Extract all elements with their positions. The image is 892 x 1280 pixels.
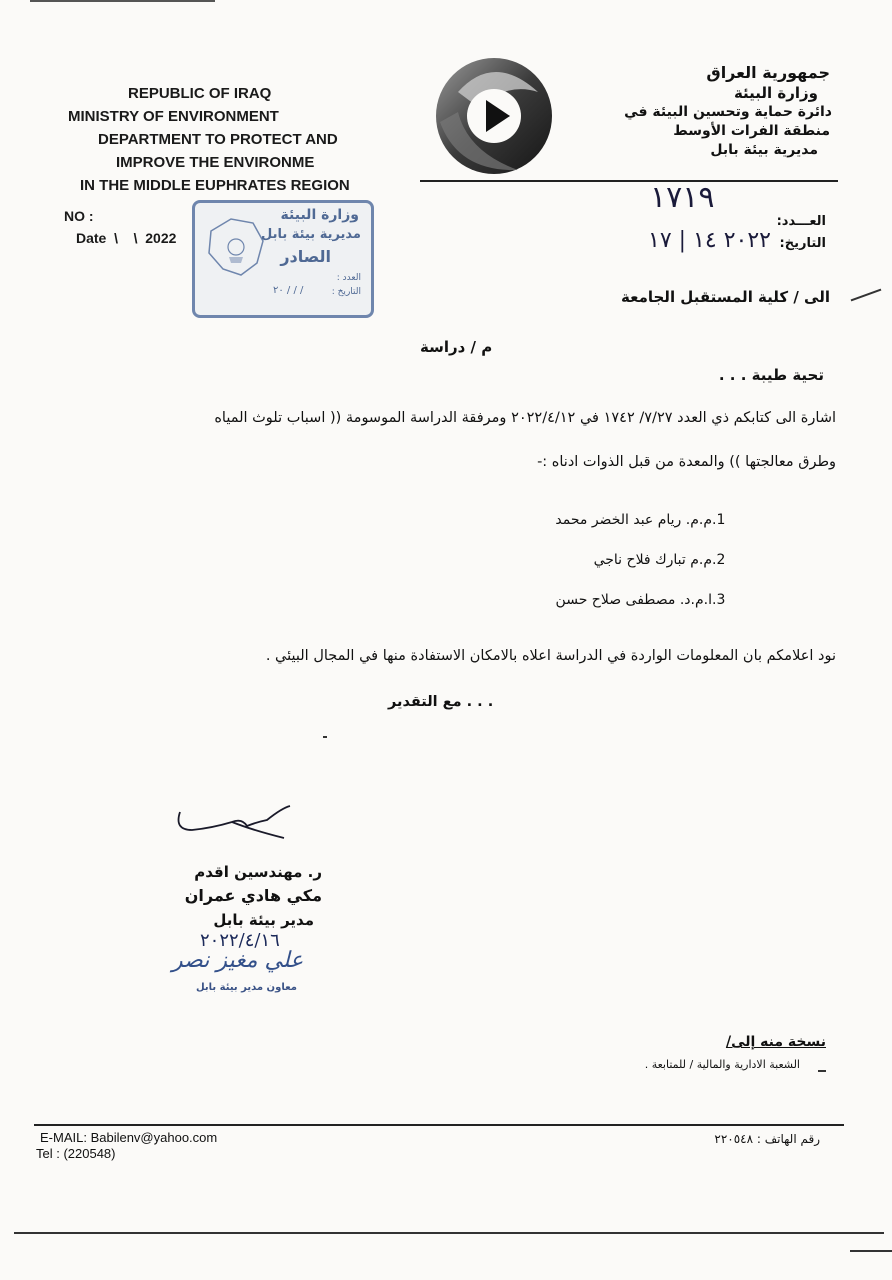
handwritten-name: علي مغيز نصر [172,948,304,973]
bottom-divider [14,1232,884,1234]
letterhead-en-line5: IN THE MIDDLE EUPHRATES REGION [80,177,350,194]
signature-scribble [172,800,302,864]
stamp-date-value: ٢٠ / / / [273,285,304,296]
subject: م / دراسة [420,338,493,356]
reference-number-label: العـــدد: [776,214,826,229]
copy-item: الشعبة الادارية والمالية / للمتابعة . [644,1058,800,1071]
header-divider [420,180,838,182]
copy-title: نسخة منه إلى/ [725,1034,826,1050]
list-item-name: م.م. ريام عبد الخضر محمد [555,512,712,528]
letterhead-ar-line3: دائرة حماية وتحسين البيئة في [624,104,832,120]
footer-email: E-MAIL: Babilenv@yahoo.com [40,1130,218,1145]
greeting: تحية طيبة . . . [718,366,824,384]
no-label: NO : [64,208,94,224]
body-line1: اشارة الى كتابكم ذي العدد ٧/٢٧/ ١٧٤٢ في ٢٠٢٢/٤/١٢ ومرفقة الدراسة الموسومة (( اسباب تلوث المياه [214,410,836,426]
signature-title: ر. مهندسين اقدم [194,863,322,881]
list-item-number: 3. [712,592,726,608]
list-item [555,512,752,528]
letterhead-en-line2: MINISTRY OF ENVIRONMENT [68,108,279,125]
handwritten-date: ٢٠٢٢/٤/١٦ [200,930,280,951]
reference-date-handwritten: ٢٠٢٢ ١٤ | ١٧ [648,228,771,253]
list-item-name: م.م تبارك فلاح ناجي [593,552,712,568]
letterhead-en-line1: REPUBLIC OF IRAQ [128,85,272,102]
regards: . . . مع التقدير [388,694,494,710]
letterhead-ar-line4: منطقة الفرات الأوسط [673,123,830,139]
stamp-line3: الصادر [280,247,331,266]
footer-tel: Tel : (220548) [36,1146,116,1161]
arabic-letterhead [624,62,832,160]
letterhead-ar-line2: وزارة البيئة [733,84,818,102]
stamp-line2: مديرية بيئة بابل [261,227,361,242]
recipient: الى / كلية المستقبل الجامعة [621,288,830,306]
closing-line: نود اعلامكم بان المعلومات الواردة في الدراسة اعلاه بالامكان الاستفادة منها في المجال البيئي . [265,648,836,664]
stamp-line1: وزارة البيئة [280,207,359,223]
signature-name: مكي هادي عمران [184,886,322,905]
bottom-corner-mark [850,1250,892,1252]
letterhead-ar-line5: مديرية بيئة بابل [710,142,818,158]
stamp-number-label: العدد : [336,273,361,283]
letterhead-ar-line1: جمهورية العراق [706,63,830,82]
list-item-number: 1. [712,512,726,528]
list-item [556,592,752,608]
copy-dash [818,1070,826,1072]
list-item-name: ا.م.د. مصطفى صلاح حسن [555,592,712,608]
stray-mark [323,736,327,738]
deputy-title: معاون مدير بيئة بابل [196,982,297,993]
date-label: Date \ \ 2022 [76,230,177,246]
office-stamp [192,200,374,318]
english-letterhead [66,82,350,197]
top-scan-edge [30,0,215,2]
letterhead-en-line3: DEPARTMENT TO PROTECT AND [98,131,338,148]
body-line2: وطرق معالجتها )) والمعدة من قبل الذوات ادناه :- [537,454,836,470]
signature-block [185,860,322,932]
list-item-number: 2. [712,552,726,568]
stamp-date-label: التاريخ : [331,287,361,297]
signature-position: مدير بيئة بابل [213,911,314,929]
ministry-logo [428,52,558,180]
recipient-pen-mark [851,289,882,302]
reference-date-label: التاريخ: [779,236,826,251]
reference-number-handwritten: ١٧١٩ [650,180,715,215]
footer-phone-ar: رقم الهاتف : ٢٢٠٥٤٨ [714,1132,820,1146]
iraq-map-icon [201,211,271,281]
letterhead-en-line4: IMPROVE THE ENVIRONME [116,154,315,171]
list-item [594,552,752,568]
footer-divider [34,1124,844,1126]
